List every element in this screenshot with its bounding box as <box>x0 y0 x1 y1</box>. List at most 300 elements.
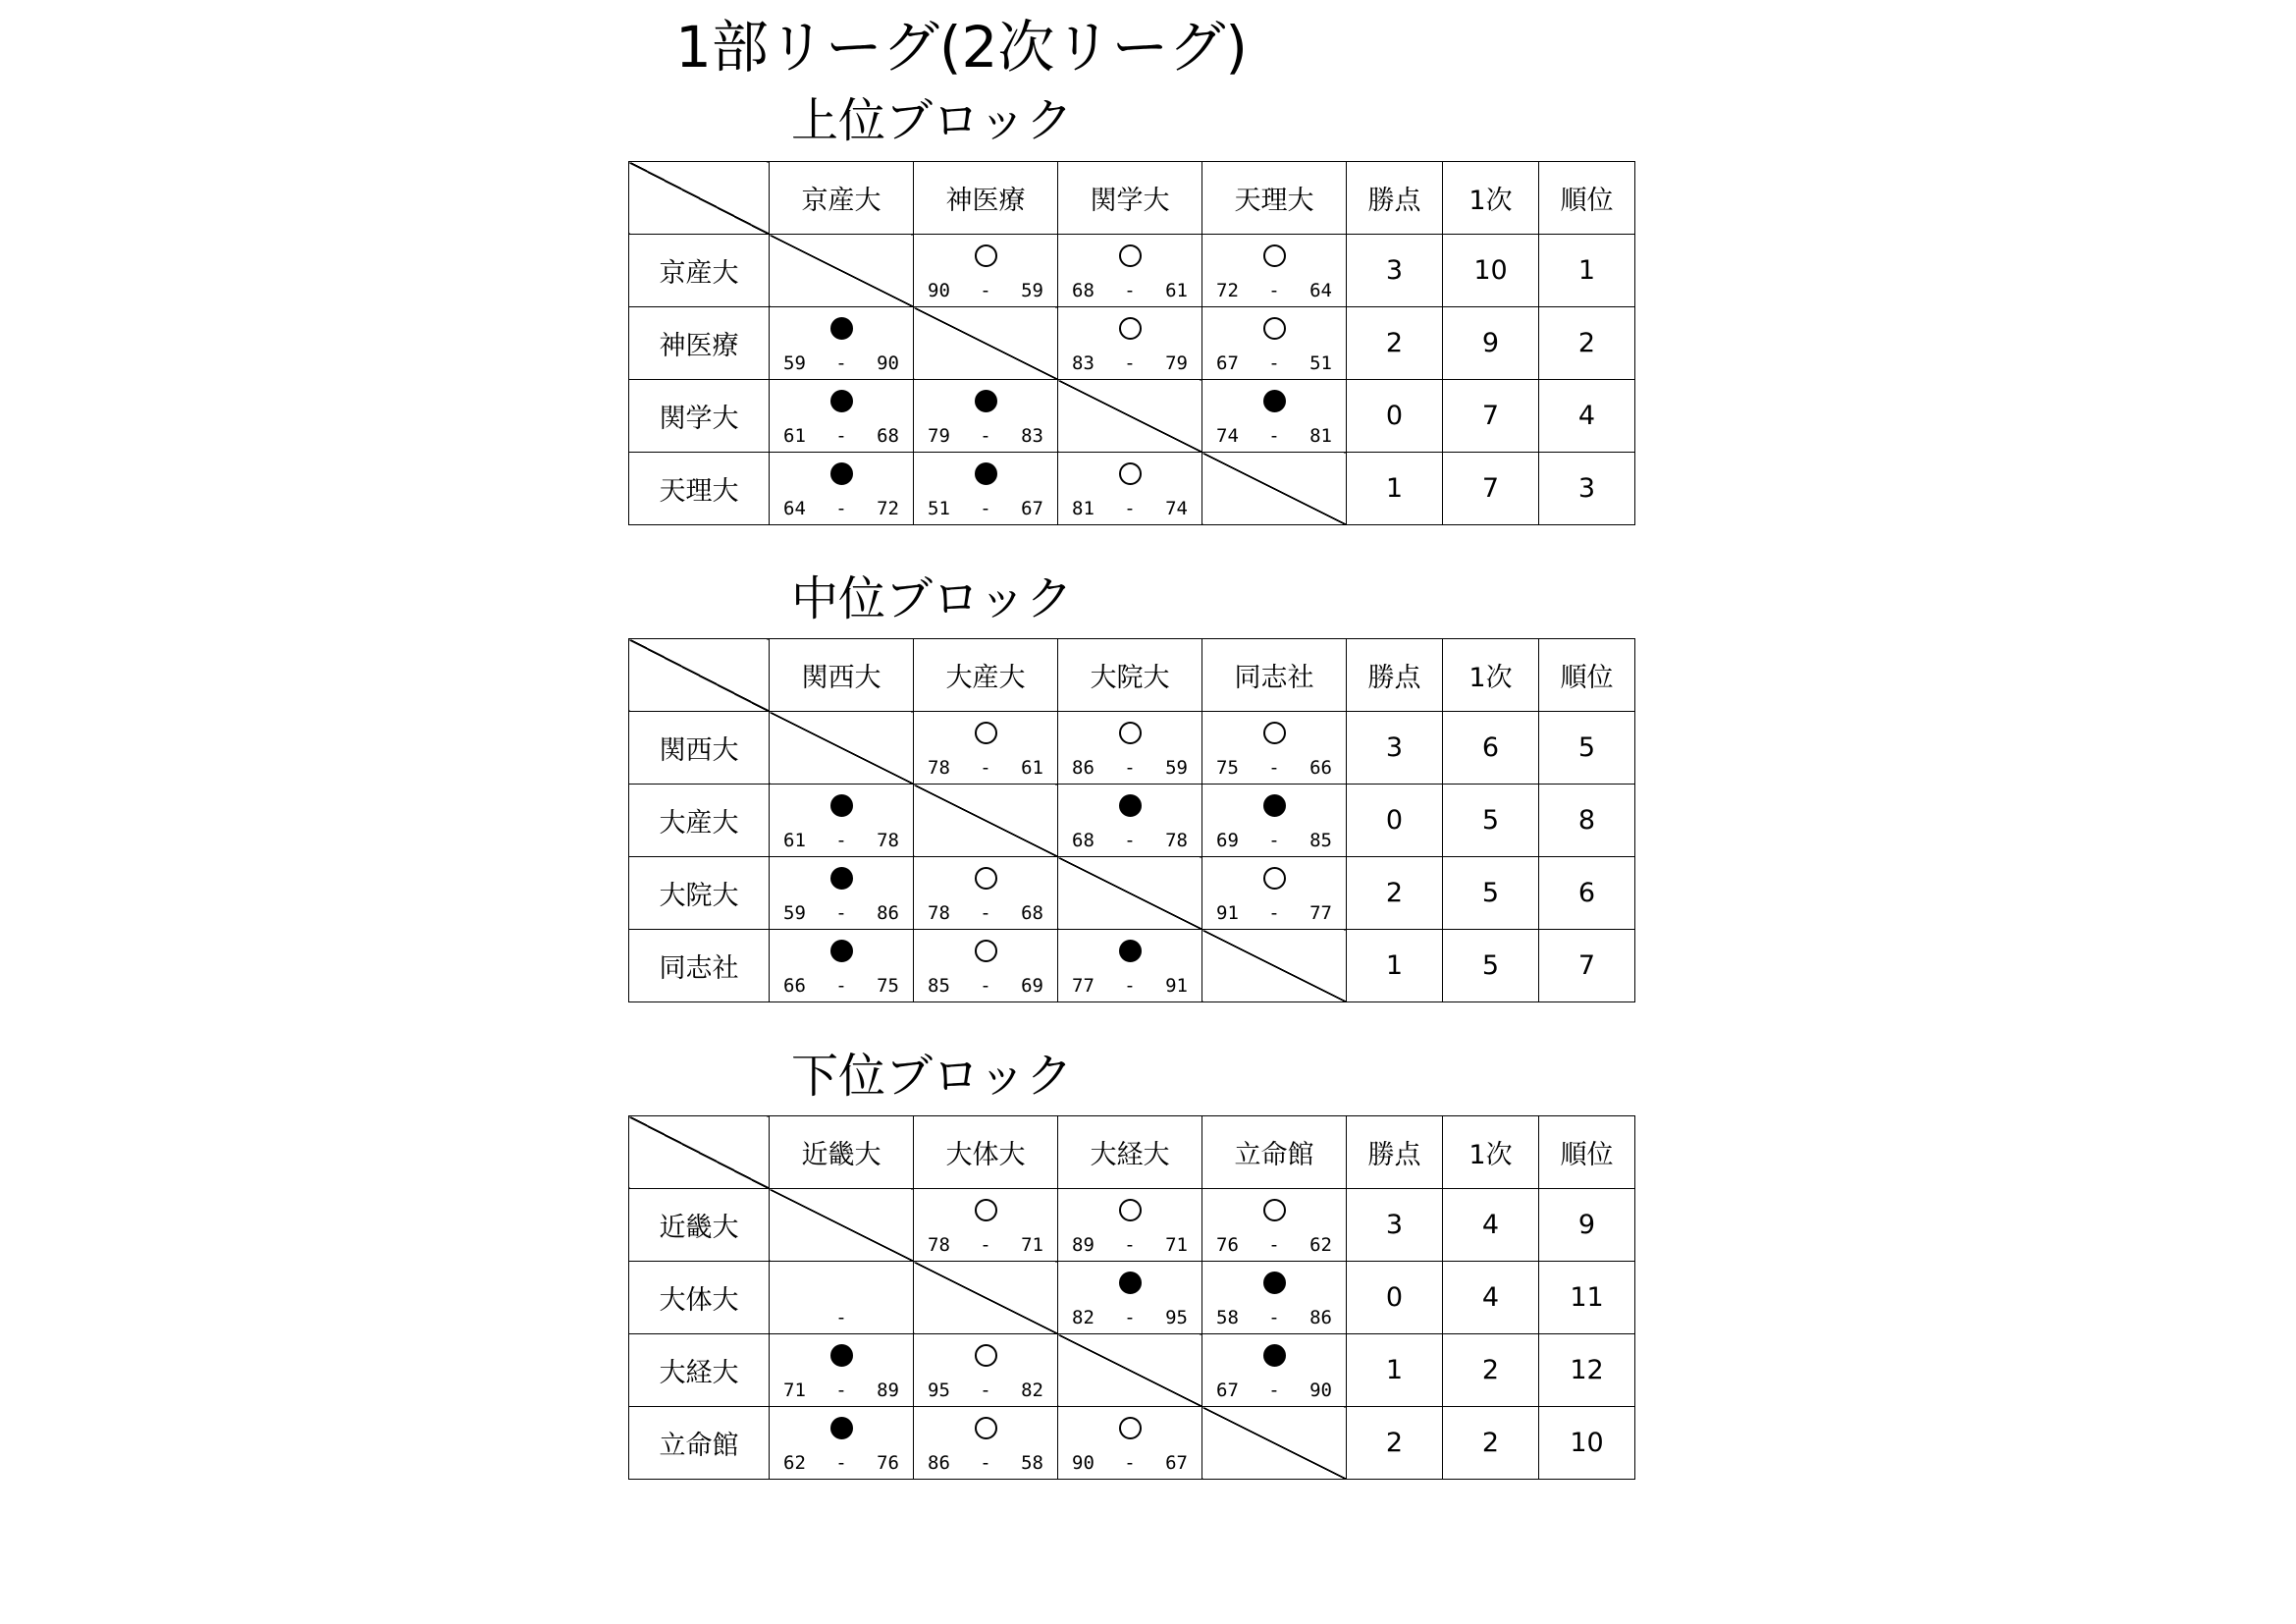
score-opponent: 69 <box>1021 975 1043 997</box>
score-dash: - <box>980 757 991 779</box>
score-dash: - <box>835 902 847 924</box>
first-round-cell: 10 <box>1443 235 1539 307</box>
self-match-diagonal-cell <box>1058 857 1202 930</box>
rank-cell: 1 <box>1539 235 1635 307</box>
score-dash: - <box>1124 1234 1136 1256</box>
score-own: 86 <box>1072 757 1095 779</box>
rank-cell: 12 <box>1539 1334 1635 1407</box>
score-line <box>783 1379 899 1402</box>
result-cell <box>770 930 914 1002</box>
score-own: 61 <box>783 830 806 851</box>
table-row <box>629 380 1635 453</box>
self-match-diagonal-cell <box>914 307 1058 380</box>
corner-diagonal-cell <box>629 639 770 712</box>
result-cell <box>1202 1189 1347 1262</box>
first-round-cell: 7 <box>1443 380 1539 453</box>
score-opponent: 61 <box>1021 757 1043 779</box>
score-line <box>928 756 1043 780</box>
score-dash: - <box>835 352 847 374</box>
result-cell <box>1202 235 1347 307</box>
score-opponent: 86 <box>877 902 899 924</box>
result-cell <box>770 857 914 930</box>
rank-cell: 11 <box>1539 1262 1635 1334</box>
score-dash: - <box>1268 352 1280 374</box>
score-opponent: 64 <box>1309 280 1332 301</box>
first-round-cell: 7 <box>1443 453 1539 525</box>
table-row <box>629 235 1635 307</box>
score-own: 61 <box>783 425 806 447</box>
loss-circle-icon <box>975 390 997 412</box>
score-own: 76 <box>1216 1234 1239 1256</box>
result-cell <box>1058 1407 1202 1480</box>
win-circle-icon <box>975 940 997 962</box>
first-round-cell: 4 <box>1443 1262 1539 1334</box>
result-cell <box>1202 1334 1347 1407</box>
score-opponent: 82 <box>1021 1380 1043 1401</box>
score-own: 90 <box>928 280 950 301</box>
result-cell <box>1058 453 1202 525</box>
table-row <box>629 1407 1635 1480</box>
score-opponent: 62 <box>1309 1234 1332 1256</box>
score-dash: - <box>1124 352 1136 374</box>
win-circle-icon <box>975 1199 997 1221</box>
win-circle-icon <box>1119 1417 1142 1439</box>
result-cell <box>1058 930 1202 1002</box>
win-circle-icon <box>975 1344 997 1367</box>
score-opponent: 89 <box>877 1380 899 1401</box>
win-circle-icon <box>1119 1199 1142 1221</box>
self-match-diagonal-cell <box>770 1189 914 1262</box>
score-dash: - <box>835 975 847 997</box>
score-line <box>783 497 899 520</box>
points-cell: 3 <box>1347 1189 1443 1262</box>
score-opponent: 68 <box>877 425 899 447</box>
score-own: 75 <box>1216 757 1239 779</box>
table-row <box>629 307 1635 380</box>
score-line <box>1216 1233 1332 1257</box>
first-round-cell: 6 <box>1443 712 1539 785</box>
win-circle-icon <box>1263 867 1286 890</box>
score-own: 77 <box>1072 975 1095 997</box>
score-line <box>783 352 899 375</box>
row-header-team: 同志社 <box>629 930 770 1002</box>
score-opponent: 81 <box>1309 425 1332 447</box>
score-own: 86 <box>928 1452 950 1474</box>
score-opponent: 78 <box>877 830 899 851</box>
first-round-cell: 5 <box>1443 930 1539 1002</box>
result-cell <box>770 1262 914 1334</box>
score-own: 83 <box>1072 352 1095 374</box>
score-dash: - <box>835 425 847 447</box>
loss-circle-icon <box>830 794 853 817</box>
rank-cell: 10 <box>1539 1407 1635 1480</box>
result-cell <box>914 712 1058 785</box>
result-cell <box>914 380 1058 453</box>
points-cell: 1 <box>1347 453 1443 525</box>
score-opponent: 61 <box>1165 280 1188 301</box>
points-cell: 2 <box>1347 307 1443 380</box>
score-own: 78 <box>928 902 950 924</box>
score-dash: - <box>1268 1234 1280 1256</box>
score-line <box>1216 279 1332 302</box>
result-cell <box>1202 857 1347 930</box>
score-opponent: 83 <box>1021 425 1043 447</box>
score-opponent: 66 <box>1309 757 1332 779</box>
rank-cell: 2 <box>1539 307 1635 380</box>
score-own: 68 <box>1072 830 1095 851</box>
column-header-first: 1次 <box>1443 162 1539 235</box>
score-dash: - <box>1268 757 1280 779</box>
score-opponent: 78 <box>1165 830 1188 851</box>
score-line <box>783 901 899 925</box>
score-opponent: 74 <box>1165 498 1188 519</box>
loss-circle-icon <box>830 1417 853 1439</box>
score-own: 81 <box>1072 498 1095 519</box>
score-line <box>783 1306 899 1329</box>
loss-circle-icon <box>1263 794 1286 817</box>
score-line <box>1072 352 1188 375</box>
score-dash: - <box>1124 757 1136 779</box>
score-line <box>1216 1306 1332 1329</box>
table-row <box>629 1262 1635 1334</box>
points-cell: 1 <box>1347 930 1443 1002</box>
result-cell <box>914 453 1058 525</box>
score-dash: - <box>835 1307 847 1328</box>
score-dash: - <box>980 498 991 519</box>
table-row <box>629 1189 1635 1262</box>
points-cell: 2 <box>1347 1407 1443 1480</box>
result-cell <box>914 1189 1058 1262</box>
column-header-team: 天理大 <box>1202 162 1347 235</box>
score-line <box>928 901 1043 925</box>
block-title-upper: 上位ブロック <box>791 93 1074 148</box>
score-line <box>783 974 899 998</box>
result-cell <box>1202 1262 1347 1334</box>
score-line <box>1072 279 1188 302</box>
league-table-upper <box>628 161 1635 525</box>
score-line <box>1072 829 1188 852</box>
corner-diagonal-cell <box>629 162 770 235</box>
score-own: 78 <box>928 757 950 779</box>
rank-cell: 5 <box>1539 712 1635 785</box>
column-header-first: 1次 <box>1443 639 1539 712</box>
score-opponent: 67 <box>1165 1452 1188 1474</box>
rank-cell: 7 <box>1539 930 1635 1002</box>
points-cell: 2 <box>1347 857 1443 930</box>
win-circle-icon <box>1263 722 1286 744</box>
win-circle-icon <box>975 722 997 744</box>
result-cell <box>1058 235 1202 307</box>
result-cell <box>1058 785 1202 857</box>
header-row <box>629 162 1635 235</box>
column-header-team: 大経大 <box>1058 1116 1202 1189</box>
column-header-rank: 順位 <box>1539 162 1635 235</box>
loss-circle-icon <box>1263 390 1286 412</box>
loss-circle-icon <box>1119 1272 1142 1294</box>
loss-circle-icon <box>830 462 853 485</box>
score-opponent: 76 <box>877 1452 899 1474</box>
score-own: 68 <box>1072 280 1095 301</box>
score-dash: - <box>980 902 991 924</box>
score-dash: - <box>835 498 847 519</box>
header-row <box>629 639 1635 712</box>
column-header-rank: 順位 <box>1539 639 1635 712</box>
points-cell: 3 <box>1347 235 1443 307</box>
column-header-points: 勝点 <box>1347 639 1443 712</box>
score-dash: - <box>1268 1307 1280 1328</box>
self-match-diagonal-cell <box>1202 453 1347 525</box>
score-own: 74 <box>1216 425 1239 447</box>
score-opponent: 90 <box>877 352 899 374</box>
score-own: 66 <box>783 975 806 997</box>
loss-circle-icon <box>975 462 997 485</box>
league-table-middle <box>628 638 1635 1002</box>
score-own: 67 <box>1216 1380 1239 1401</box>
result-cell <box>1058 1189 1202 1262</box>
score-line <box>928 497 1043 520</box>
score-own: 59 <box>783 902 806 924</box>
score-line <box>783 829 899 852</box>
column-header-team: 京産大 <box>770 162 914 235</box>
score-line <box>1216 352 1332 375</box>
score-dash: - <box>1124 498 1136 519</box>
score-line <box>1072 1451 1188 1475</box>
rank-cell: 9 <box>1539 1189 1635 1262</box>
header-row <box>629 1116 1635 1189</box>
column-header-points: 勝点 <box>1347 1116 1443 1189</box>
row-header-team: 近畿大 <box>629 1189 770 1262</box>
points-cell: 0 <box>1347 380 1443 453</box>
points-cell: 3 <box>1347 712 1443 785</box>
self-match-diagonal-cell <box>1058 1334 1202 1407</box>
result-cell <box>770 1407 914 1480</box>
row-header-team: 関学大 <box>629 380 770 453</box>
score-dash: - <box>980 1234 991 1256</box>
block-title-lower: 下位ブロック <box>791 1049 1074 1104</box>
score-dash: - <box>1124 1452 1136 1474</box>
score-own: 51 <box>928 498 950 519</box>
league-table-lower <box>628 1115 1635 1480</box>
result-cell <box>770 307 914 380</box>
score-own: 89 <box>1072 1234 1095 1256</box>
first-round-cell: 5 <box>1443 785 1539 857</box>
column-header-first: 1次 <box>1443 1116 1539 1189</box>
score-line <box>928 424 1043 448</box>
result-cell <box>914 1407 1058 1480</box>
loss-circle-icon <box>1119 940 1142 962</box>
score-line <box>1216 901 1332 925</box>
column-header-team: 大体大 <box>914 1116 1058 1189</box>
score-dash: - <box>835 830 847 851</box>
row-header-team: 立命館 <box>629 1407 770 1480</box>
score-opponent: 59 <box>1021 280 1043 301</box>
score-own: 85 <box>928 975 950 997</box>
table-row <box>629 453 1635 525</box>
score-own: 58 <box>1216 1307 1239 1328</box>
column-header-team: 大院大 <box>1058 639 1202 712</box>
score-own: 72 <box>1216 280 1239 301</box>
score-opponent: 71 <box>1021 1234 1043 1256</box>
score-opponent: 67 <box>1021 498 1043 519</box>
score-dash: - <box>1124 975 1136 997</box>
result-cell <box>1202 785 1347 857</box>
score-line <box>1216 424 1332 448</box>
score-dash: - <box>980 975 991 997</box>
score-line <box>1216 1379 1332 1402</box>
score-opponent: 75 <box>877 975 899 997</box>
win-circle-icon <box>975 244 997 267</box>
self-match-diagonal-cell <box>770 712 914 785</box>
result-cell <box>770 380 914 453</box>
score-dash: - <box>1268 280 1280 301</box>
score-opponent: 68 <box>1021 902 1043 924</box>
score-own: 90 <box>1072 1452 1095 1474</box>
self-match-diagonal-cell <box>914 785 1058 857</box>
column-header-team: 関学大 <box>1058 162 1202 235</box>
table-row <box>629 1334 1635 1407</box>
score-opponent: 71 <box>1165 1234 1188 1256</box>
row-header-team: 神医療 <box>629 307 770 380</box>
self-match-diagonal-cell <box>1202 930 1347 1002</box>
self-match-diagonal-cell <box>770 235 914 307</box>
column-header-team: 神医療 <box>914 162 1058 235</box>
score-own: 78 <box>928 1234 950 1256</box>
score-own: 67 <box>1216 352 1239 374</box>
score-line <box>1216 829 1332 852</box>
rank-cell: 8 <box>1539 785 1635 857</box>
column-header-team: 立命館 <box>1202 1116 1347 1189</box>
result-cell <box>1058 712 1202 785</box>
result-cell <box>1202 307 1347 380</box>
score-line <box>1072 1233 1188 1257</box>
score-dash: - <box>835 1452 847 1474</box>
points-cell: 0 <box>1347 785 1443 857</box>
rank-cell: 3 <box>1539 453 1635 525</box>
score-own: 59 <box>783 352 806 374</box>
score-dash: - <box>1124 1307 1136 1328</box>
loss-circle-icon <box>830 867 853 890</box>
column-header-team: 関西大 <box>770 639 914 712</box>
score-opponent: 51 <box>1309 352 1332 374</box>
win-circle-icon <box>1263 1199 1286 1221</box>
loss-circle-icon <box>1263 1272 1286 1294</box>
win-circle-icon <box>1119 722 1142 744</box>
row-header-team: 大院大 <box>629 857 770 930</box>
result-cell <box>914 857 1058 930</box>
score-opponent: 77 <box>1309 902 1332 924</box>
block-title-middle: 中位ブロック <box>791 571 1074 626</box>
column-header-points: 勝点 <box>1347 162 1443 235</box>
score-line <box>1216 756 1332 780</box>
table-row <box>629 785 1635 857</box>
score-line <box>1072 1306 1188 1329</box>
result-cell <box>1058 1262 1202 1334</box>
row-header-team: 大産大 <box>629 785 770 857</box>
win-circle-icon <box>975 867 997 890</box>
score-own: 91 <box>1216 902 1239 924</box>
win-circle-icon <box>1119 317 1142 340</box>
score-own: 69 <box>1216 830 1239 851</box>
win-circle-icon <box>1119 462 1142 485</box>
column-header-team: 近畿大 <box>770 1116 914 1189</box>
score-line <box>928 279 1043 302</box>
corner-diagonal-cell <box>629 1116 770 1189</box>
score-line <box>928 1233 1043 1257</box>
win-circle-icon <box>975 1417 997 1439</box>
score-line <box>928 974 1043 998</box>
score-line <box>928 1379 1043 1402</box>
row-header-team: 天理大 <box>629 453 770 525</box>
column-header-team: 同志社 <box>1202 639 1347 712</box>
loss-circle-icon <box>830 390 853 412</box>
result-cell <box>770 785 914 857</box>
score-dash: - <box>1268 830 1280 851</box>
loss-circle-icon <box>830 940 853 962</box>
score-opponent: 90 <box>1309 1380 1332 1401</box>
score-dash: - <box>1268 902 1280 924</box>
table-row <box>629 857 1635 930</box>
score-dash: - <box>1124 830 1136 851</box>
loss-circle-icon <box>830 1344 853 1367</box>
result-cell <box>914 235 1058 307</box>
result-cell <box>770 453 914 525</box>
page-title: 1部リーグ(2次リーグ) <box>675 14 1249 81</box>
loss-circle-icon <box>1263 1344 1286 1367</box>
score-line <box>783 424 899 448</box>
result-cell <box>1058 307 1202 380</box>
self-match-diagonal-cell <box>1202 1407 1347 1480</box>
score-dash: - <box>980 425 991 447</box>
result-cell <box>914 1334 1058 1407</box>
loss-circle-icon <box>1119 794 1142 817</box>
score-line <box>928 1451 1043 1475</box>
points-cell: 1 <box>1347 1334 1443 1407</box>
result-cell <box>914 930 1058 1002</box>
table-row <box>629 712 1635 785</box>
score-opponent: 86 <box>1309 1307 1332 1328</box>
score-dash: - <box>1268 1380 1280 1401</box>
score-line <box>1072 974 1188 998</box>
row-header-team: 大体大 <box>629 1262 770 1334</box>
rank-cell: 6 <box>1539 857 1635 930</box>
score-dash: - <box>1124 280 1136 301</box>
self-match-diagonal-cell <box>914 1262 1058 1334</box>
score-own: 64 <box>783 498 806 519</box>
score-opponent: 58 <box>1021 1452 1043 1474</box>
result-cell <box>770 1334 914 1407</box>
score-dash: - <box>835 1380 847 1401</box>
row-header-team: 京産大 <box>629 235 770 307</box>
score-line <box>1072 756 1188 780</box>
self-match-diagonal-cell <box>1058 380 1202 453</box>
score-own: 71 <box>783 1380 806 1401</box>
table-row <box>629 930 1635 1002</box>
win-circle-icon <box>1263 244 1286 267</box>
first-round-cell: 4 <box>1443 1189 1539 1262</box>
score-opponent: 91 <box>1165 975 1188 997</box>
score-opponent: 85 <box>1309 830 1332 851</box>
score-own: 79 <box>928 425 950 447</box>
result-cell <box>1202 712 1347 785</box>
win-circle-icon <box>1119 244 1142 267</box>
score-opponent: 95 <box>1165 1307 1188 1328</box>
first-round-cell: 9 <box>1443 307 1539 380</box>
first-round-cell: 5 <box>1443 857 1539 930</box>
score-dash: - <box>980 280 991 301</box>
first-round-cell: 2 <box>1443 1407 1539 1480</box>
score-dash: - <box>980 1452 991 1474</box>
win-circle-icon <box>1263 317 1286 340</box>
